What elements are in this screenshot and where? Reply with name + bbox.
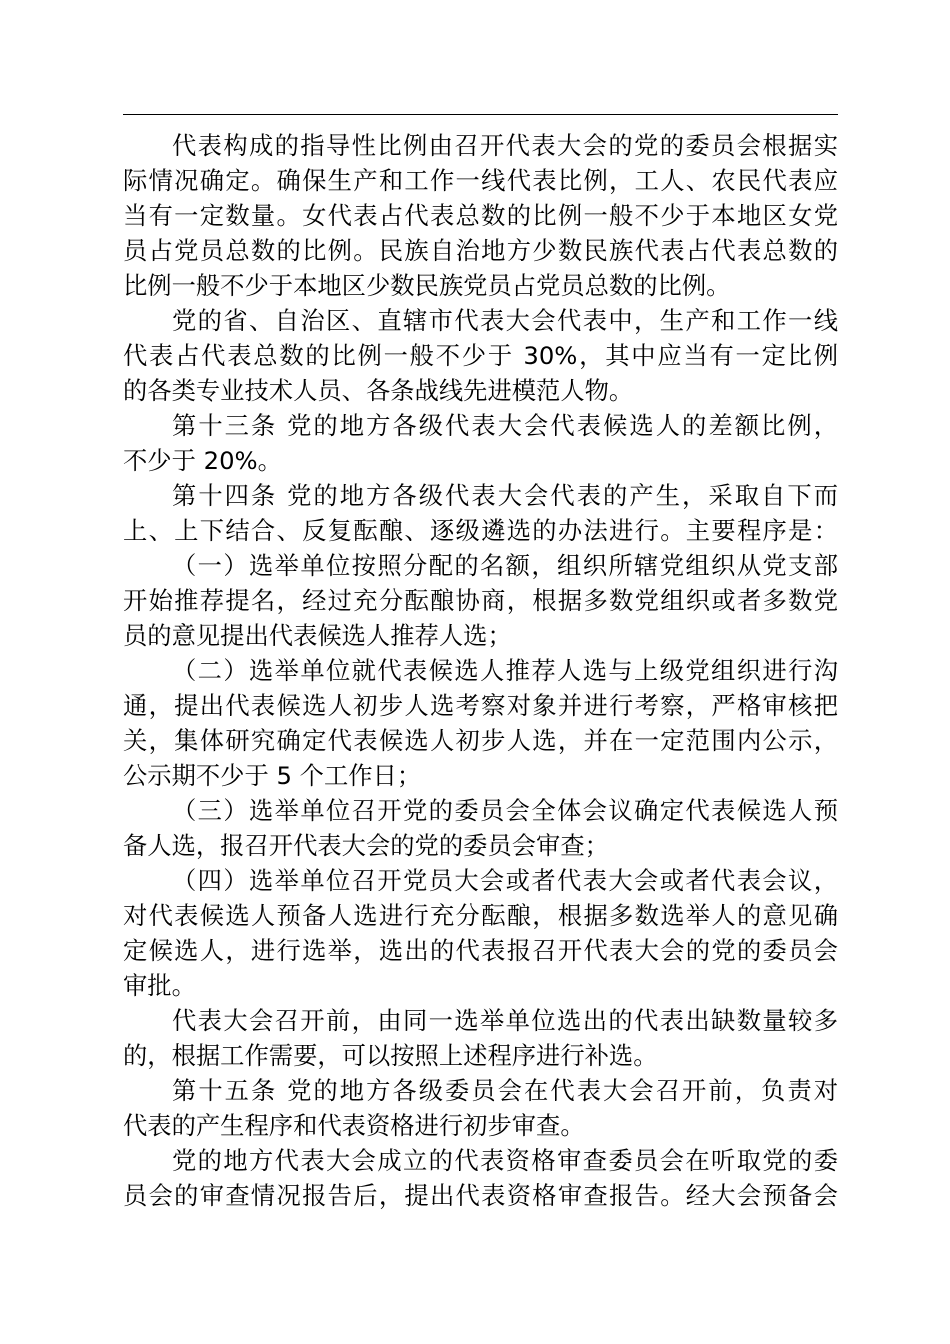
text-line: 当有一定数量。女代表占代表总数的比例一般不少于本地区女党	[123, 201, 838, 230]
text-line: 比例一般不少于本地区少数民族党员占党员总数的比例。	[123, 271, 731, 300]
text-line: 第十四条 党的地方各级代表大会代表的产生，采取自下而	[172, 481, 838, 510]
text-line: 员会的审查情况报告后，提出代表资格审查报告。经大会预备会	[123, 1181, 838, 1210]
text-line: 的，根据工作需要，可以按照上述程序进行补选。	[123, 1041, 658, 1070]
text-line: 不少于 20%。	[123, 446, 282, 475]
text-line: 员的意见提出代表候选人推荐人选；	[123, 621, 512, 650]
text-line: 通，提出代表候选人初步人选考察对象并进行考察，严格审核把	[123, 691, 838, 720]
text-line: 代表大会召开前，由同一选举单位选出的代表出缺数量较多	[172, 1006, 838, 1035]
text-line: （一）选举单位按照分配的名额，组织所辖党组织从党支部	[172, 551, 838, 580]
document-body	[123, 128, 838, 1213]
text-line: 对代表候选人预备人选进行充分酝酿，根据多数选举人的意见确	[123, 901, 838, 930]
text-line: （二）选举单位就代表候选人推荐人选与上级党组织进行沟	[172, 656, 838, 685]
text-line: 际情况确定。确保生产和工作一线代表比例，工人、农民代表应	[123, 166, 838, 195]
text-line: 上、上下结合、反复酝酿、逐级遴选的办法进行。主要程序是：	[123, 516, 838, 545]
text-line: 代表的产生程序和代表资格进行初步审查。	[123, 1111, 585, 1140]
text-line: 审批。	[123, 971, 196, 1000]
text-line: 的各类专业技术人员、各条战线先进模范人物。	[123, 376, 634, 405]
text-line: 员占党员总数的比例。民族自治地方少数民族代表占代表总数的	[123, 236, 838, 265]
text-line: 党的地方代表大会成立的代表资格审查委员会在听取党的委	[172, 1146, 838, 1175]
text-line: 代表构成的指导性比例由召开代表大会的党的委员会根据实	[172, 131, 838, 160]
text-line: 开始推荐提名，经过充分酝酿协商，根据多数党组织或者多数党	[123, 586, 838, 615]
text-line: 党的省、自治区、直辖市代表大会代表中，生产和工作一线	[172, 306, 838, 335]
text-line: 公示期不少于 5 个工作日；	[123, 761, 422, 790]
text-line: 第十五条 党的地方各级委员会在代表大会召开前，负责对	[172, 1076, 838, 1105]
text-line: 第十三条 党的地方各级代表大会代表候选人的差额比例，	[172, 411, 838, 440]
text-line: 代表占代表总数的比例一般不少于 30%，其中应当有一定比例	[123, 341, 838, 370]
text-line: （四）选举单位召开党员大会或者代表大会或者代表会议，	[172, 866, 838, 895]
text-line: 定候选人，进行选举，选出的代表报召开代表大会的党的委员会	[123, 936, 838, 965]
text-line: （三）选举单位召开党的委员会全体会议确定代表候选人预	[172, 796, 838, 825]
header-rule	[123, 114, 838, 115]
text-line: 备人选，报召开代表大会的党的委员会审查；	[123, 831, 609, 860]
text-line: 关，集体研究确定代表候选人初步人选，并在一定范围内公示，	[123, 726, 838, 755]
